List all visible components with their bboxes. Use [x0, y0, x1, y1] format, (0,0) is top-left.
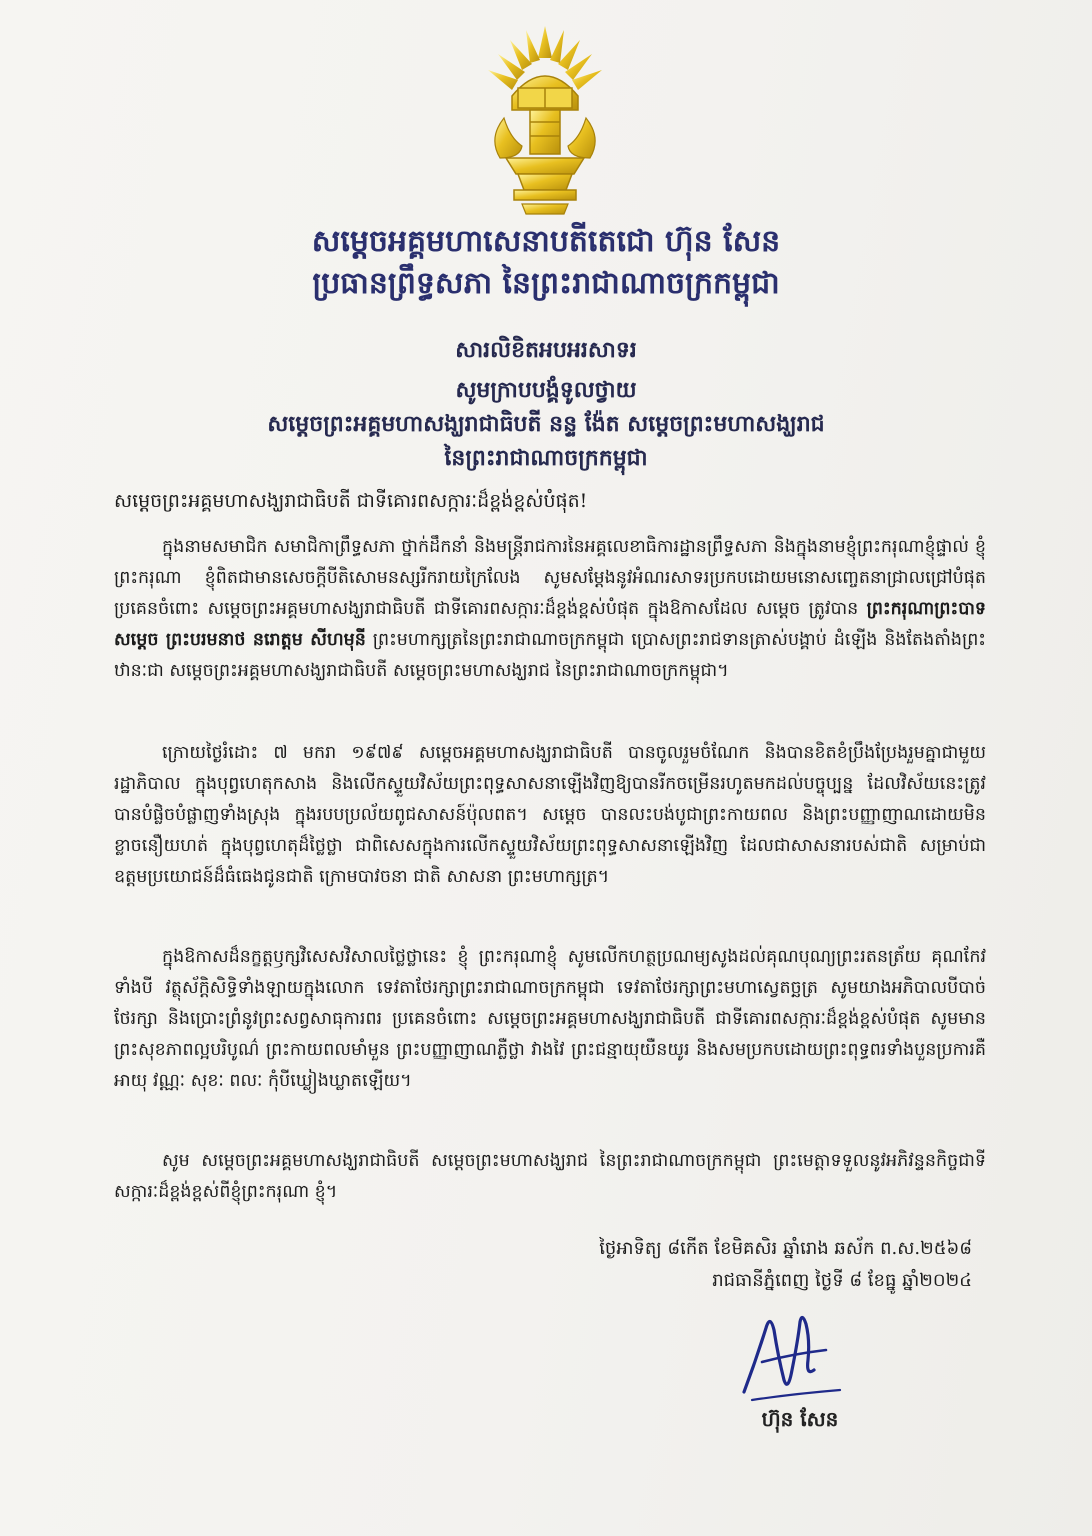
header-author-title: សម្ដេចអគ្គមហាសេនាបតីតេជោ ហ៊ុន សែន [311, 224, 781, 259]
body-paragraph-1-part-a: ក្នុងនាមសមាជិក សមាជិកាព្រឹទ្ធសភា ថ្នាក់ដឹកនាំ និងមន្ត្រីរាជការនៃអគ្គលេខាធិការដ្ឋានព្រឹទ្ធសភា និងក្នុងនាមខ្ញុំព្រះករុណាខ្ញុំផ្ទាល់ ខ្ញុំព្រះករុណា ខ្ញុំពិតជាមានសេចក្ដីបីតិសោមនស្សរីករាយក្រៃលែង សូមសម្ដែងនូវអំណរសាទរប្រកបដោយមនោសញ្ចេតនាជ្រាលជ្រៅបំផុត ប្រគេនចំពោះ សម្ដេចព្រះអគ្គមហាសង្ឃរាជាធិបតី ជាទីគោរពសក្ការៈដ៏ខ្ពង់ខ្ពស់បំផុត ក្នុងឱកាសដែល សម្ដេច ត្រូវបាន [114, 537, 986, 619]
body-paragraph-1-part-b: ព្រះមហាក្សត្រនៃព្រះរាជាណាចក្រកម្ពុជា ប្រោសព្រះរាជទានត្រាស់បង្គាប់ ដំឡើង និងតែងតាំងព្រះឋានៈជា សម្ដេចព្រះអគ្គមហាសង្ឃរាជាធិបតី សម្ដេចព្រះមហាសង្ឃរាជ នៃព្រះរាជាណាចក្រកម្ពុជា។ [114, 630, 986, 681]
recipient-country: នៃព្រះរាជាណាចក្រកម្ពុជា [444, 445, 648, 471]
body-paragraph-3: ក្នុងឱកាសដ៏នក្ខត្តឫក្សវិសេសវិសាលថ្លៃថ្លានេះ ខ្ញុំ ព្រះករុណាខ្ញុំ សូមលើកហត្ថប្រណម្យសូងដល់គុណបុណ្យព្រះរតនត្រ័យ គុណកែវទាំងបី វត្ថុស័ក្តិសិទ្ធិទាំងឡាយក្នុងលោក ទេវតាថែរក្សាព្រះរាជាណាចក្រកម្ពុជា ទេវតាថែរក្សាព្រះមហាស្វេតច្ឆត្រ សូមយាងអភិបាលបីបាច់ថែរក្សា និងប្រោះព្រំនូវព្រះសព្វសាធុការពរ ប្រគេនចំពោះ សម្ដេចព្រះអគ្គមហាសង្ឃរាជាធិបតី ជាទីគោរពសក្ការៈដ៏ខ្ពង់ខ្ពស់បំផុត សូមមានព្រះសុខភាពល្អបរិបូណ៌ ព្រះកាយពលមាំមួន ព្រះបញ្ញាញាណភ្លឺថ្លា វាងវៃ ព្រះជន្មាយុយឺនយូរ និងសមប្រកបដោយព្រះពុទ្ធពរទាំងបួនប្រការគឺ អាយុ វណ្ណៈ សុខៈ ពលៈ កុំបីឃ្លៀងឃ្លាតឡើយ។ [114, 947, 986, 1091]
recipient-name: សម្ដេចព្រះអគ្គមហាសង្ឃរាជាធិបតី នន្ទ ង៉ែត សម្ដេចព្រះមហាសង្ឃរាជ [267, 411, 825, 437]
body-paragraph-1-king-name: ព្រះករុណាព្រះបាទសម្ដេច ព្រះបរមនាថ នរោត្តម សីហមុនី [114, 599, 986, 650]
letter-title: សារលិខិតអបអរសាទរ [455, 337, 637, 363]
body-paragraph-4: សូម សម្ដេចព្រះអគ្គមហាសង្ឃរាជាធិបតី សម្ដេចព្រះមហាសង្ឃរាជ នៃព្រះរាជាណាចក្រកម្ពុជា ព្រះមេត្តាទទួលនូវអភិវន្ទនកិច្ចជាទីសក្ការៈដ៏ខ្ពង់ខ្ពស់ពីខ្ញុំព្រះករុណា ខ្ញុំ។ [114, 1151, 986, 1202]
lunar-date: ថ្ងៃអាទិត្យ ៨កើត ខែមិគសិរ ឆ្នាំរោង ឆស័ក ព.ស.២៥៦៨ [599, 1238, 972, 1259]
salutation: សម្ដេចព្រះអគ្គមហាសង្ឃរាជាធិបតី ជាទីគោរពសក្ការៈដ៏ខ្ពង់ខ្ពស់បំផុត! [114, 490, 588, 512]
address-line: សូមក្រាបបង្គំទូលថ្វាយ [455, 377, 637, 403]
place-and-date: រាជធានីភ្នំពេញ ថ្ងៃទី ៨ ខែធ្នូ ឆ្នាំ២០២៤ [712, 1270, 972, 1291]
header-author-position: ប្រធានព្រឹទ្ធសភា នៃព្រះរាជាណាចក្រកម្ពុជា [312, 266, 780, 301]
signer-name: ហ៊ុន សែន [761, 1407, 839, 1431]
handwritten-signature [722, 1300, 862, 1410]
body-paragraph-2: ក្រោយថ្ងៃរំដោះ ៧ មករា ១៩៧៩ សម្ដេចអគ្គមហាសង្ឃរាជាធិបតី បានចូលរួមចំណែក និងបានខិតខំប្រឹងប្រែងរួមគ្នាជាមួយ រដ្ឋាភិបាល ក្នុងបុព្វហេតុកសាង និងលើកស្ទួយវិស័យព្រះពុទ្ធសាសនាឡើងវិញឱ្យបានរីកចម្រើនរហូតមកដល់បច្ចុប្បន្ន ដែលវិស័យនេះត្រូវបានបំផ្លិចបំផ្លាញទាំងស្រុង ក្នុងរបបប្រល័យពូជសាសន៍ប៉ុលពត។ សម្ដេច បានលះបង់បូជាព្រះកាយពល និងព្រះបញ្ញាញាណដោយមិនខ្លាចនឿយហត់ ក្នុងបុព្វហេតុដ៏ថ្លៃថ្លា ជាពិសេសក្នុងការលើកស្ទួយវិស័យព្រះពុទ្ធសាសនាឡើងវិញ ដែលជាសាសនារបស់ជាតិ សម្រាប់ជាឧត្តមប្រយោជន៍ដ៏ធំធេងជូនជាតិ ក្រោមបាវចនា ជាតិ សាសនា ព្រះមហាក្សត្រ។ [114, 743, 986, 887]
body-paragraph-1 [114, 532, 986, 687]
senate-emblem-icon [470, 18, 620, 218]
